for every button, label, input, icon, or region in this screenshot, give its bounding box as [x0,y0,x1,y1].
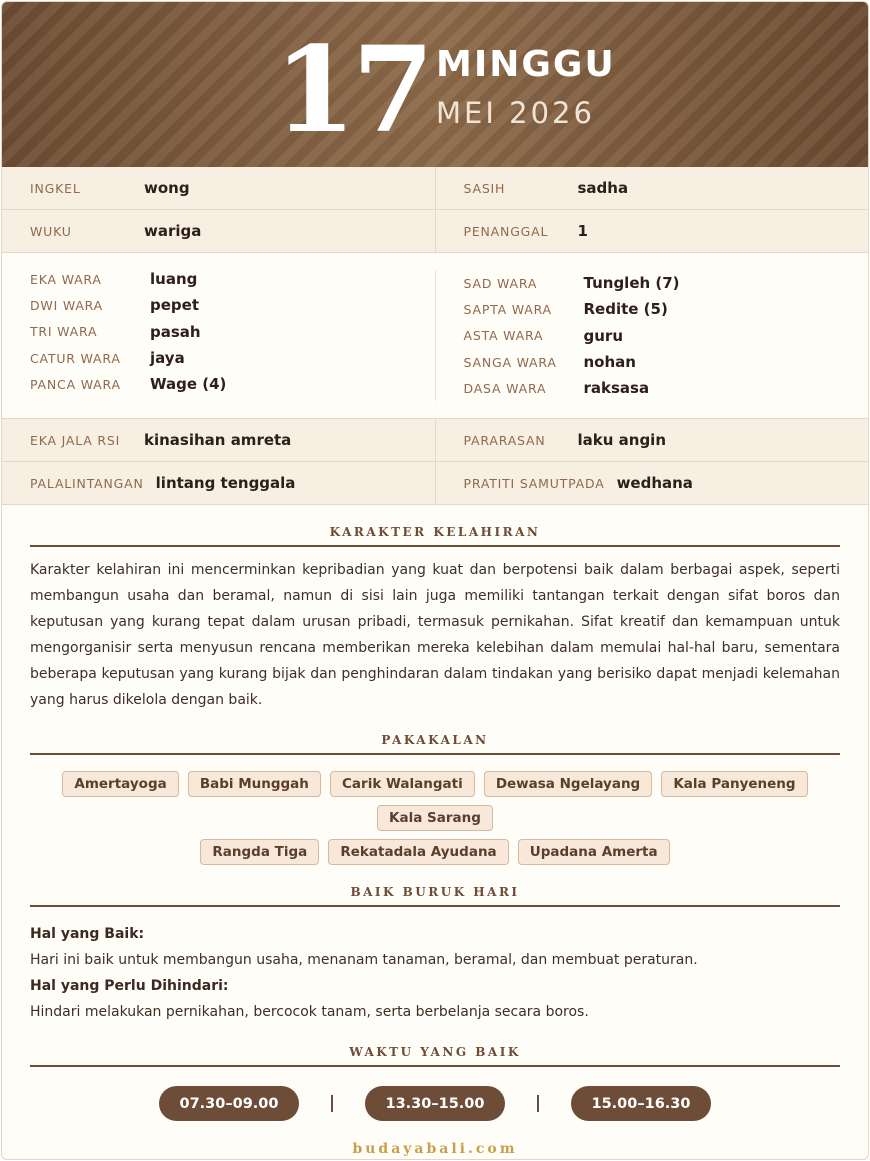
good-text: Hari ini baik untuk membangun usaha, menanam tanaman, beramal, dan membuat peraturan. [30,952,698,969]
wara-value: guru [583,326,623,345]
pakakalan-tag: Kala Panyeneng [661,771,807,797]
karakter-text: Karakter kelahiran ini mencerminkan kepribadian yang kuat dan berpotensi baik dalam berbagai aspek, seperti membangun usaha dan beramal, namun di sisi lain juga memiliki tantangan terkait dengan sifat boros dan keputusan yang kurang tepat dalam urusan pribadi, termasuk pernikahan. Sifat kreatif dan kemampuan untuk mengorganisir serta menyusun rencana memberikan mereka kelebihan dalam memulai hal-hal baru, sementara beberapa keputusan yang kurang bijak dan penghindaran dalam tindakan yang berisiko dapat menjadi kelemahan yang harus dikelola dengan baik. [30,562,840,709]
info-row-palalintangan-pratiti [2,462,868,505]
info-row-ingkel-sasih [2,167,868,210]
pararasan-cell [435,419,869,461]
wara-block [2,253,868,419]
wara-row [30,292,435,318]
time-slot-pill: 13.30–15.00 [365,1086,505,1121]
wara-right-column [435,270,869,401]
pakakalan-tag: Amertayoga [62,771,178,797]
wara-label: DWI WARA [30,297,104,313]
wara-value: Wage (4) [150,375,227,394]
baik-buruk-title: BAIK BURUK HARI [30,885,840,907]
penanggal-value: 1 [577,222,588,240]
good-heading: Hal yang Baik: [30,926,145,943]
wara-value: luang [150,270,198,289]
eka-jala-rsi-value: kinasihan amreta [144,431,292,450]
sasih-label: SASIH [463,180,506,196]
karakter-title: KARAKTER KELAHIRAN [30,525,840,547]
waktu-title: WAKTU YANG BAIK [30,1045,840,1067]
day-name: MINGGU [436,44,616,85]
wuku-cell [2,210,435,252]
wara-value: nohan [583,353,636,372]
wara-value: pasah [150,322,201,341]
penanggal-label: PENANGGAL [463,223,549,239]
wara-row [30,319,435,345]
avoid-heading: Hal yang Perlu Dihindari: [30,978,229,995]
eka-jala-rsi-label: EKA JALA RSI [30,432,121,448]
sasih-value: sadha [577,179,629,197]
pratiti-label: PRATITI SAMUTPADA [463,475,605,491]
time-slot-pill: 07.30–09.00 [159,1086,299,1121]
pakakalan-tag: Upadana Amerta [518,839,670,865]
date-header [2,2,868,167]
ingkel-value: wong [144,179,190,197]
day-number: 17 [274,20,431,159]
calendar-card [1,1,869,1160]
palalintangan-value: lintang tenggala [155,474,296,493]
ingkel-cell [2,167,435,209]
wara-row [464,296,869,322]
ingkel-label: INGKEL [30,180,81,196]
pratiti-value: wedhana [616,474,693,493]
pakakalan-tag: Dewasa Ngelayang [484,771,652,797]
palalintangan-cell [2,462,435,504]
info-row-wuku-penanggal [2,210,868,253]
wara-label: CATUR WARA [30,350,121,366]
palalintangan-label: PALALINTANGAN [30,475,144,491]
eka-jala-rsi-cell [2,419,435,461]
wara-label: ASTA WARA [463,328,544,344]
wara-value: Redite (5) [583,300,668,319]
wara-label: EKA WARA [30,271,102,287]
pakakalan-tag: Kala Sarang [377,805,493,831]
pakakalan-tag: Carik Walangati [330,771,475,797]
pakakalan-tag: Rekatadala Ayudana [328,839,508,865]
pararasan-label: PARARASAN [463,432,546,448]
wara-value: Tungleh (7) [583,274,680,293]
sasih-cell [435,167,869,209]
wara-value: jaya [150,349,185,368]
karakter-section [2,525,868,713]
wara-row [464,323,869,349]
wara-label: SAPTA WARA [463,301,552,317]
wara-label: DASA WARA [463,380,547,396]
wara-value: raksasa [583,379,650,398]
wara-value: pepet [150,296,199,315]
info-row-ekajalarsi-pararasan [2,419,868,462]
pratiti-cell [435,462,869,504]
pakakalan-tag: Babi Munggah [188,771,321,797]
wuku-label: WUKU [30,223,72,239]
pakakalan-tags [30,771,840,873]
baik-buruk-content [30,921,840,1025]
month-year: MEI 2026 [436,96,595,130]
time-separator [331,1095,333,1112]
wara-row [464,270,869,296]
waktu-section [2,1045,868,1121]
wara-label: PANCA WARA [30,376,121,392]
wara-row [464,375,869,401]
wara-label: TRI WARA [30,324,98,340]
time-slots [30,1086,840,1121]
wara-row [30,371,435,397]
wara-row [30,266,435,292]
time-separator [537,1095,539,1112]
baik-buruk-section [2,885,868,1025]
penanggal-cell [435,210,869,252]
pakakalan-title: PAKAKALAN [30,733,840,755]
wara-row [464,349,869,375]
wara-label: SANGA WARA [463,354,557,370]
pararasan-value: laku angin [577,431,666,450]
site-footer: budayabali.com [352,1141,518,1158]
wara-label: SAD WARA [463,275,538,291]
time-slot-pill: 15.00–16.30 [571,1086,711,1121]
wuku-value: wariga [144,222,202,240]
wara-left-column [2,266,435,405]
avoid-text: Hindari melakukan pernikahan, bercocok tanam, serta berbelanja secara boros. [30,1004,589,1021]
pakakalan-tag: Rangda Tiga [200,839,319,865]
pakakalan-section [2,733,868,873]
wara-row [30,345,435,371]
